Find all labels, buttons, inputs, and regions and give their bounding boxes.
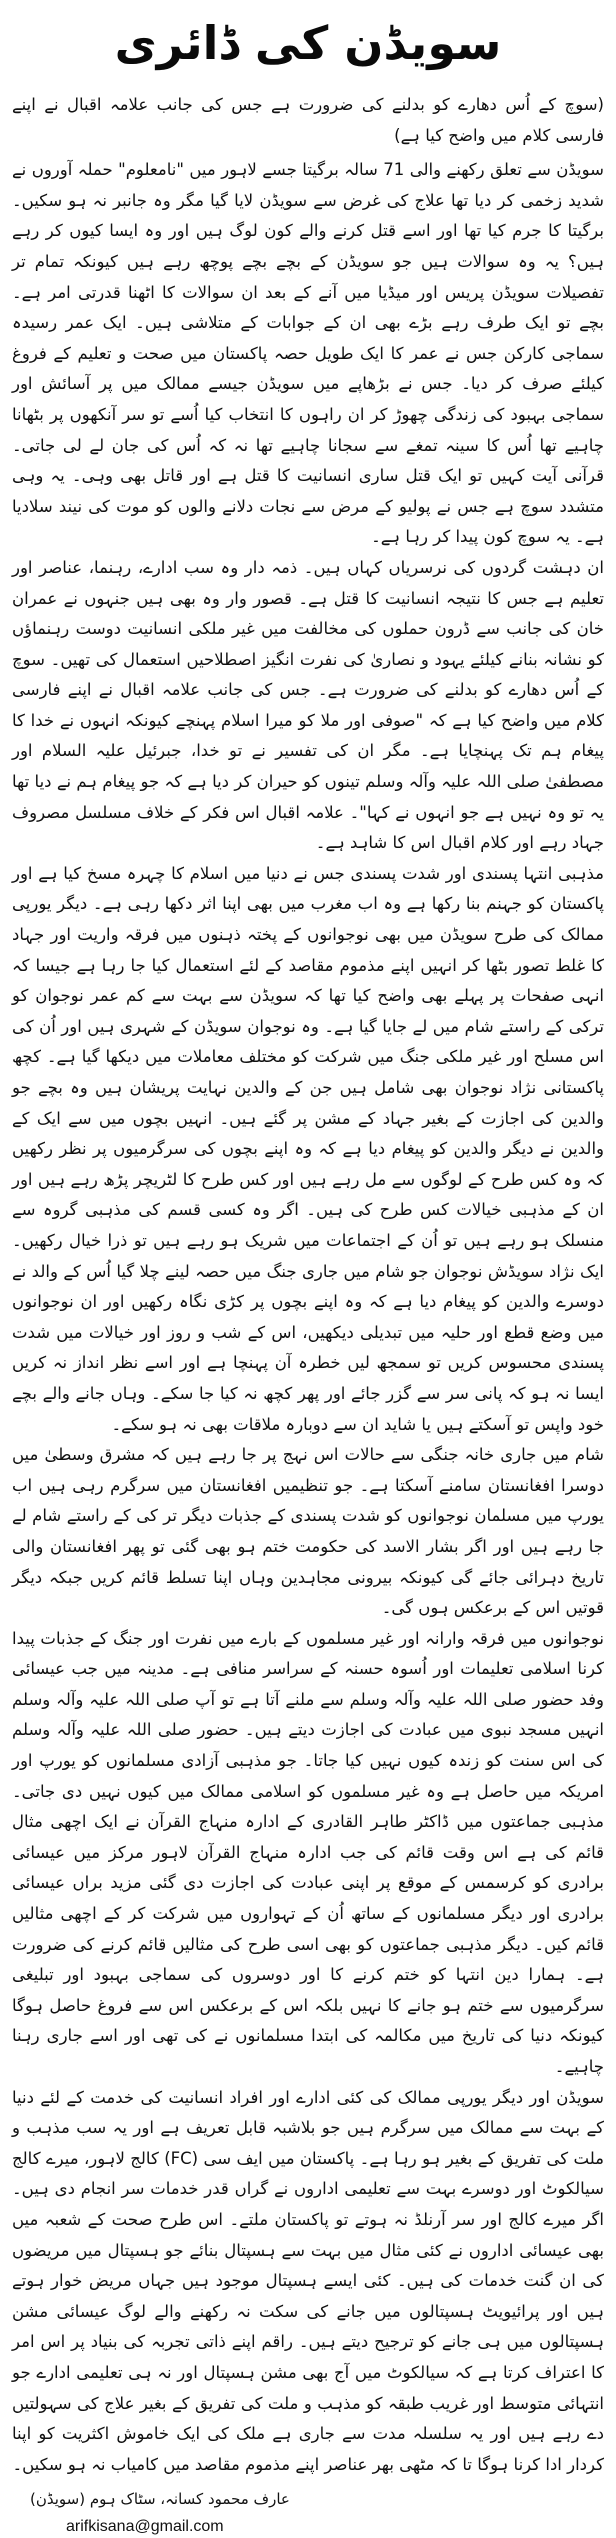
paragraph-3: مذہبی انتہا پسندی اور شدت پسندی جس نے دنیا میں اسلام کا چہرہ مسخ کیا ہے اور پاکستان کو جہنم بنا رکھا ہے وہ اب مغرب میں بھی اپنا اثر دکھا رہی ہے۔ دیگر یورپی ممالک کی طرح سویڈن میں بھی نوجوانوں کے پختہ ذہنوں میں فرقہ واریت اور جہاد کا غلط تصور بٹھا کر انہیں اپنے مذموم مقاصد کے لئے استعمال کیا جا رہا ہے جیسا کہ انہی صفحات پر پہلے بھی واضح کیا تھا کہ سویڈن سے بہت سے کم عمر نوجوان کو ترکی کے راستے شام میں لے جایا گیا ہے۔ وہ نوجوان سویڈن کے شہری ہیں اور اُن کی اس مسلح اور غیر ملکی جنگ میں شرکت کو مختلف معاملات میں دیکھا گیا ہے۔ کچھ پاکستانی نژاد نوجوان بھی شامل ہیں جن کے والدین نہایت پریشان ہیں وہ بچے جو والدین کی اجازت کے بغیر جہاد کے مشن پر گئے ہیں۔ انہیں بچوں میں سے ایک کے والدین نے دیگر والدین کو پیغام دیا ہے کہ وہ اپنے بچوں کی سرگرمیوں پر نظر رکھیں کہ وہ کس طرح کے لوگوں سے مل رہے ہیں اور کس طرح کا لٹریچر پڑھ رہے ہیں اور ان کے مذہبی خیالات کس طرح کی ہیں۔ اگر وہ کسی قسم کی مذہبی گروہ سے منسلک ہو رہے ہیں تو اُن کے اجتماعات میں شریک ہو رہے ہیں تو ذرا خیال رکھیں۔ ایک نژاد سویڈش نوجوان جو شام میں جاری جنگ میں حصہ لینے چلا گیا اُس کے والد نے دوسرے والدین کو پیغام دیا ہے کہ وہ اپنے بچوں پر کڑی نگاہ رکھیں اور ان نوجوانوں میں وضع قطع اور حلیہ میں تبدیلی دیکھیں، اس کے شب و روز اور خیالات میں شدت پسندی محسوس کریں تو سمجھ لیں خطرہ آن پہنچا ہے اور اسے نظر انداز نہ کریں ایسا نہ ہو کہ پانی سر سے گزر جائے اور پھر کچھ نہ کیا جا سکے۔ وہاں جانے والے بچے خود واپس تو آسکتے ہیں یا شاید ان سے دوبارہ ملاقات بھی نہ ہو سکے۔ xyxy=(12,863,604,1434)
paragraph-1: سویڈن سے تعلق رکھنے والی 71 سالہ برگیتا جسے لاہور میں "نامعلوم" حملہ آوروں نے شدید زخمی کر دیا تھا علاج کی غرض سے سویڈن لایا گیا مگر وہ جانبر نہ ہو سکیں۔ برگیتا کا جرم کیا تھا اور اسے قتل کرنے والے کون لوگ ہیں اور وہ ایسا کیوں کر رہے ہیں؟ یہ وہ سوالات ہیں جو سویڈن کے بچے بچے پوچھ رہے ہیں کیونکہ تمام تر تفصیلات سویڈن پریس اور میڈیا میں آنے کے بعد ان سوالات کا اٹھنا قدرتی امر ہے۔ بچے تو ایک طرف رہے بڑے بھی ان کے جوابات کے متلاشی ہیں۔ ایک عمر رسیدہ سماجی کارکن جس نے عمر کا ایک طویل حصہ پاکستان میں صحت و تعلیم کے فروغ کیلئے صرف کر دیا۔ جس نے بڑھاپے میں سویڈن جیسے ممالک میں پر آسائش اور سماجی بہبود کی زندگی چھوڑ کر ان راہوں کا انتخاب کیا اُسے تو سر آنکھوں پر بٹھانا چاہیے تھا اُس کا سینہ تمغے سے سجانا چاہیے تھا نہ کہ اُس کی جان لے لی جاتی۔ قرآنی آیت کہیں تو ایک قتل ساری انسانیت کا قتل ہے اور قاتل بھی وہی۔ یہ وہی متشدد سوچ ہے جس نے پولیو کے مرض سے نجات دلانے والوں کو موت کی نیند سلادیا ہے۔ یہ سوچ کون پیدا کر رہا ہے۔ xyxy=(12,160,604,547)
column-title: سویڈن کی ڈائری xyxy=(114,16,502,70)
author-email: arifkisana@gmail.com xyxy=(66,2518,224,2536)
paragraph-4: شام میں جاری خانہ جنگی سے حالات اس نہج پر جا رہے ہیں کہ مشرق وسطیٰ میں دوسرا افغانستان سامنے آسکتا ہے۔ جو تنظیمیں افغانستان میں سرگرم رہی ہیں اب یورپ میں مسلمان نوجوانوں کو شدت پسندی کے جذبات دیگر تر کی کے راستے شام لے جا رہے ہیں اور اگر بشار الاسد کی حکومت ختم ہو بھی گئی تو پھر افغانستان والی تاریخ دہرائی جائے گی کیونکہ بیرونی مجاہدین وہاں اپنا تسلط قائم کریں جبکہ دیگر قوتیں اس کے برعکس ہوں گی۔ xyxy=(12,1445,604,1618)
column-intro: (سوچ کے اُس دھارے کو بدلنے کی ضرورت ہے جس کی جانب علامہ اقبال نے اپنے فارسی کلام میں واضح کیا ہے) xyxy=(12,95,604,145)
paragraph-6: سویڈن اور دیگر یورپی ممالک کی کئی ادارے اور افراد انسانیت کی خدمت کے لئے دنیا کے بہت سے ممالک میں سرگرم ہیں جو بلاشبہ قابل تعریف ہے اور یہ سب مذہب و ملت کی تفریق کے بغیر ہو رہا ہے۔ پاکستان میں ایف سی (FC) کالج لاہور، میرے کالج سیالکوٹ اور دوسرے بہت سے تعلیمی اداروں نے گراں قدر خدمات سر انجام دی ہیں۔ اگر میرے کالج اور سر آرنلڈ نہ ہوتے تو پاکستان ملتے۔ اس طرح صحت کے شعبہ میں بھی عیسائی اداروں نے کئی مثال میں بہت سے ہسپتال بنائے جو ہسپتال میں مریضوں کی ان گنت خدمات کی ہیں۔ کئی ایسے ہسپتال موجود ہیں جہاں مریض خوار ہوتے ہیں اور پرائیویٹ ہسپتالوں میں جانے کی سکت نہ رکھنے والے لوگ عیسائی مشن ہسپتالوں میں ہی جانے کو ترجیح دیتے ہیں۔ راقم اپنے ذاتی تجربہ کی بنیاد پر اس امر کا اعتراف کرتا ہے کہ سیالکوٹ میں آج بھی مشن ہسپتال اور نہ ہی تعلیمی ادارے جو انتہائی متوسط اور غریب طبقہ کو مذہب و ملت کی تفریق کے بغیر علاج کی سہولتیں دے رہے ہیں اور یہ سلسلہ مدت سے جاری ہے ملک کی ایک خاموش اکثریت کو اپنا کردار ادا کرنا ہوگا تا کہ مٹھی بھر عناصر اپنے مذموم مقاصد میں کامیاب نہ ہو سکیں۔ xyxy=(12,2087,604,2474)
paragraph-2: ان دہشت گردوں کی نرسریاں کہاں ہیں۔ ذمہ دار وہ سب ادارے، رہنما، عناصر اور تعلیم ہے جس کا نتیجہ انسانیت کا قتل ہے۔ قصور وار وہ بھی ہیں جنہوں نے عمران خان کی جانب سے ڈرون حملوں کی مخالفت میں غیر ملکی انسانیت دوست رہنماؤں کو نشانہ بنانے کیلئے یہود و نصاریٰ کی نفرت انگیز اصطلاحیں استعمال کی تھیں۔ سوچ کے اُس دھارے کو بدلنے کی ضرورت ہے۔ جس کی جانب علامہ اقبال نے اپنے فارسی کلام میں واضح کیا ہے کہ "صوفی اور ملا کو میرا اسلام پہنچے کیونکہ انہوں نے خدا کا پیغام ہم تک پہنچایا ہے۔ مگر ان کی تفسیر نے تو خدا، جبرئیل علیہ السلام اور مصطفیٰ صلی اللہ علیہ وآلہ وسلم تینوں کو حیران کر دیا ہے کہ جو پیغام ہم نے دیا تھا یہ تو وہ نہیں ہے جو انہوں نے کہا"۔ علامہ اقبال اس فکر کے خلاف مسلسل مصروف جہاد رہے اور کلام اقبال اس کا شاہد ہے۔ xyxy=(12,557,604,853)
author-signature: عارف محمود کسانہ، سٹاک ہوم (سویڈن) xyxy=(30,2490,290,2509)
paragraph-5: نوجوانوں میں فرقہ وارانہ اور غیر مسلموں کے بارے میں نفرت اور جنگ کے جذبات پیدا کرنا اسلامی تعلیمات اور اُسوہ حسنہ کے سراسر منافی ہے۔ مدینہ میں جب عیسائی وفد حضور صلی اللہ علیہ وآلہ وسلم سے ملنے آتا ہے تو آپ صلی اللہ علیہ وآلہ وسلم انہیں مسجد نبوی میں عبادت کی اجازت دیتے ہیں۔ حضور صلی اللہ علیہ وآلہ وسلم کی اس سنت کو زندہ کیوں نہیں کیا جاتا۔ جو مذہبی آزادی مسلمانوں کو یورپ اور امریکہ میں حاصل ہے وہ غیر مسلموں کو اسلامی ممالک میں کیوں نہیں دی جاتی۔ مذہبی جماعتوں میں ڈاکٹر طاہر القادری کے ادارہ منہاج القرآن نے ایک اچھی مثال قائم کی ہے اس وقت قائم کی جب ادارہ منہاج القرآن لاہور مرکز میں عیسائی برادری کو کرسمس کے موقع پر اپنی عبادت کی اجازت دی گئی مزید براں عیسائی برادری اور دیگر مسلمانوں کے ساتھ اُن کے تہواروں میں شرکت کر کے اچھی مثالیں قائم کیں۔ دیگر مذہبی جماعتوں کو بھی اسی طرح کی مثالیں قائم کرنے کی ضرورت ہے۔ ہمارا دین انتہا کو ختم کرنے کا اور دوسروں کی سماجی بہبود اور تبلیغی سرگرمیوں سے ختم ہو جانے کا نہیں بلکہ اس کے برعکس اس سے فروغ حاصل ہوگا کیونکہ دنیا کی تاریخ میں مکالمہ کی ابتدا مسلمانوں نے کی تھی اور اسے جاری رہنا چاہیے۔ xyxy=(12,1628,604,2076)
headline-container xyxy=(10,8,606,86)
